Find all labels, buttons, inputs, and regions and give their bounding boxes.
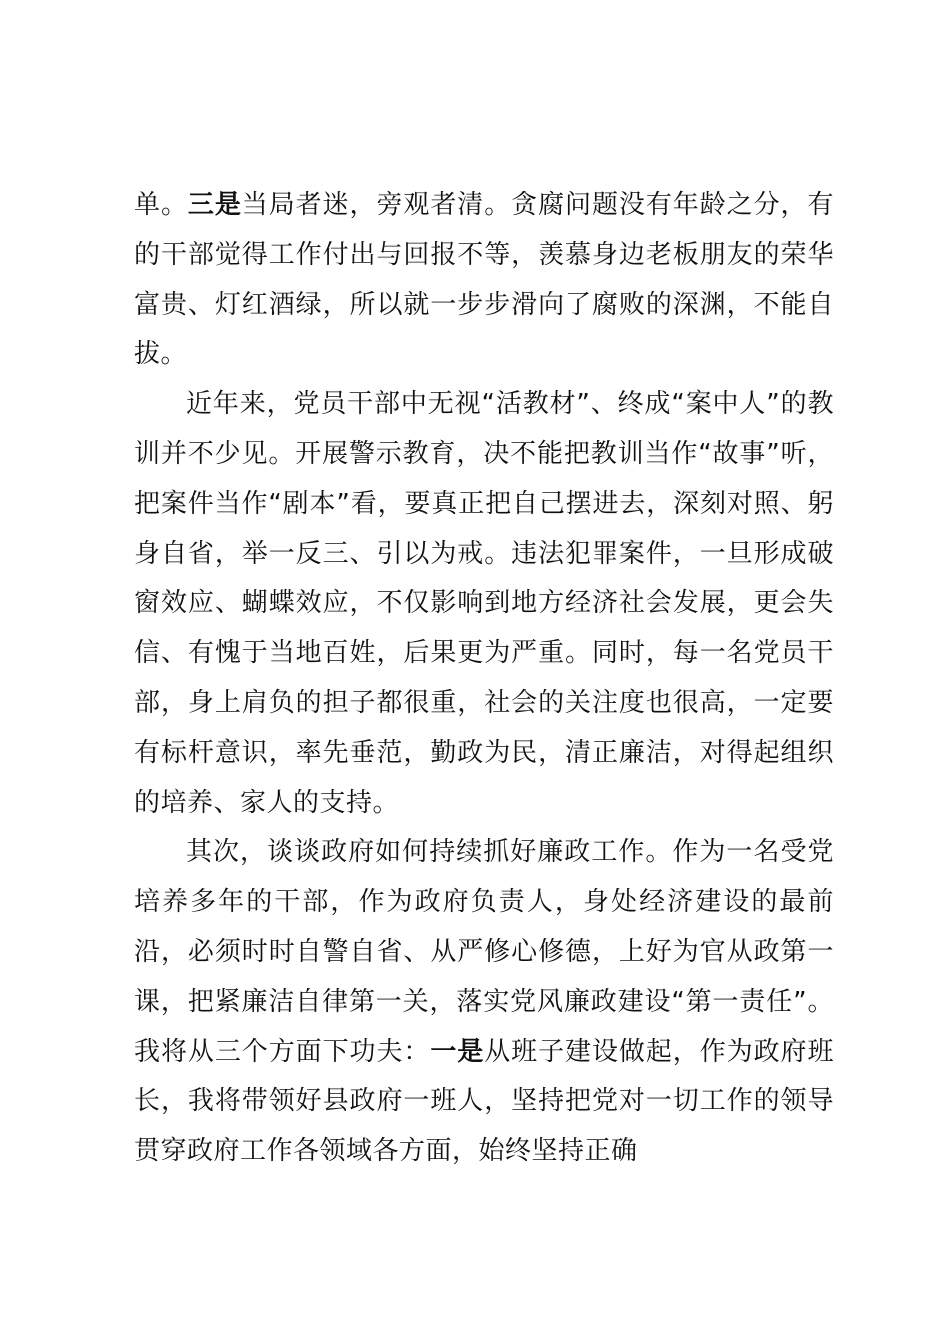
- paragraph-3: [134, 828, 834, 1177]
- bold-emphasis: 三是: [187, 190, 242, 220]
- text-segment: 当局者迷，旁观者清。贪腐问题没有年龄之分，有的干部觉得工作付出与回报不等，羡慕身边老板朋友的荣华富贵、灯红酒绿，所以就一步步滑向了腐败的深渊，不能自拔。: [134, 190, 834, 370]
- text-segment: 单。: [134, 190, 188, 220]
- paragraph-1: [134, 181, 834, 380]
- text-segment: 近年来，党员干部中无视“活教材”、终成“案中人”的教训并不少见。开展警示教育，决不能把教训当作“故事”听，把案件当作“剧本”看，要真正把自己摆进去，深刻对照、躬身自省，举一反三、引以为戒。违法犯罪案件，一旦形成破窗效应、蝴蝶效应，不仅影响到地方经济社会发展，更会失信、有愧于当地百姓，后果更为严重。同时，每一名党员干部，身上肩负的担子都很重，社会的关注度也很高，一定要有标杆意识，率先垂范，勤政为民，清正廉洁，对得起组织的培养、家人的支持。: [134, 389, 834, 818]
- paragraph-2: [134, 380, 834, 828]
- bold-emphasis: 一是: [430, 1036, 485, 1067]
- body-text: [134, 181, 834, 1177]
- text-segment: 其次，谈谈政府如何持续抓好廉政工作。作为一名受党培养多年的干部，作为政府负责人，身处经济建设的最前沿，必须时时自警自省、从严修心修德，上好为官从政第一课，把紧廉洁自律第一关，落实党风廉政建设“第一责任”。我将从三个方面下功夫：: [134, 837, 834, 1067]
- text-segment: 从班子建设做起，作为政府班长，我将带领好县政府一班人，坚持把党对一切工作的领导贯穿政府工作各领域各方面，始终坚持正确: [134, 1036, 834, 1167]
